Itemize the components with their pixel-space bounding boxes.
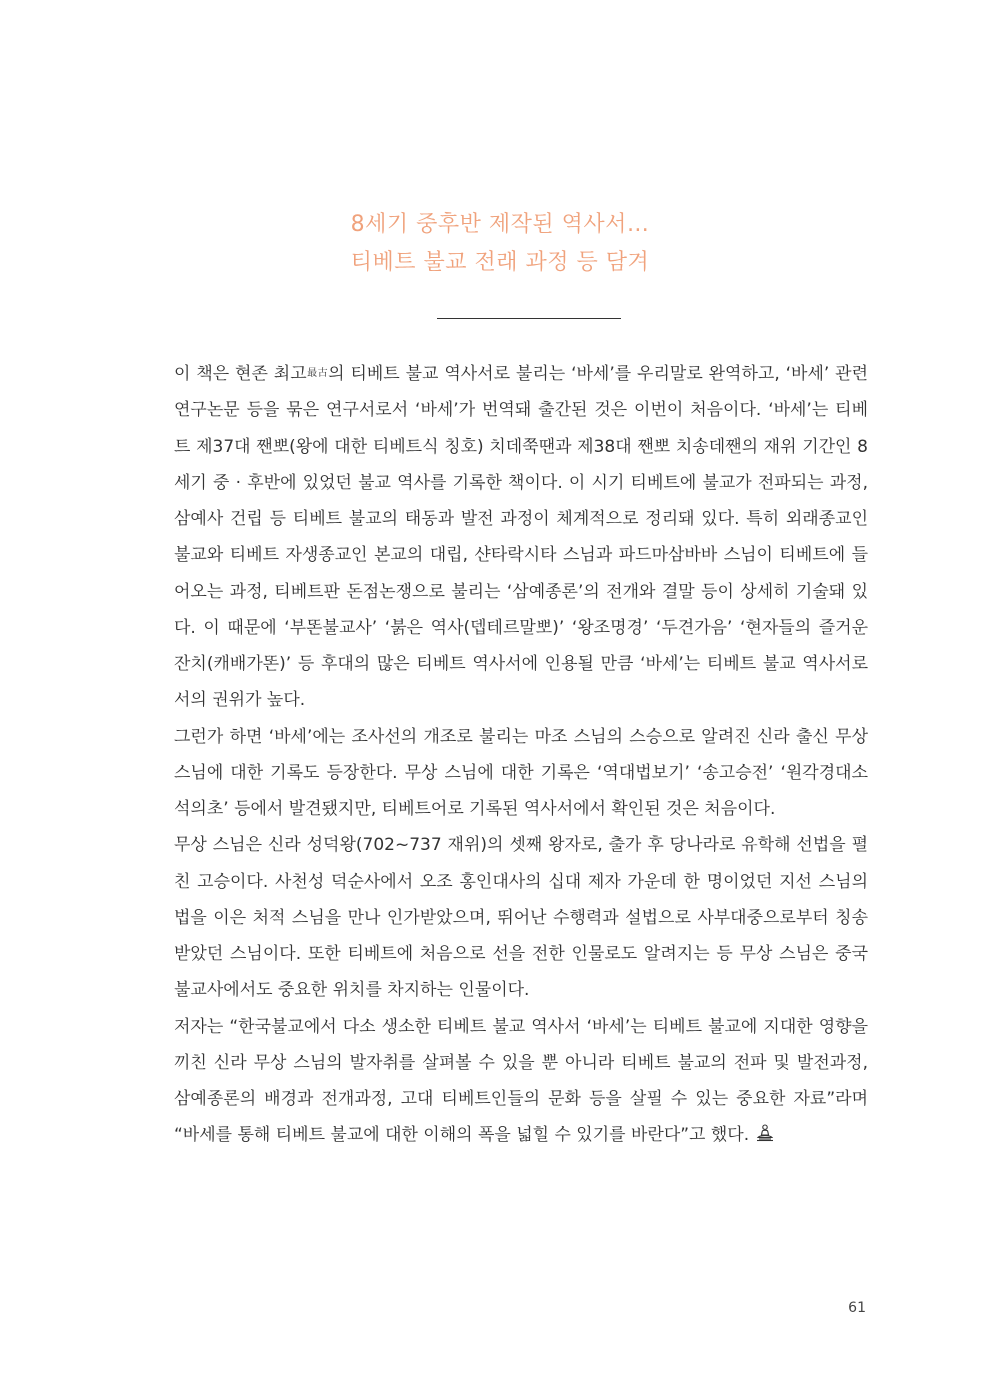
paragraph-2: 그런가 하면 ‘바세’에는 조사선의 개조로 불리는 마조 스님의 스승으로 알려진 신라 출신 무상 스님에 대한 기록도 등장한다. 무상 스님에 대한 기록은 ‘역대법보기’ ‘송고승전’ ‘원각경대소석의초’ 등에서 발견됐지만, 티베트어로 기록된 역사서에서 확인된 것은 처음이다. xyxy=(174,726,868,819)
subtitle-divider xyxy=(437,318,621,319)
paragraph-1-start: 이 책은 현존 최고 xyxy=(174,364,307,384)
article-body xyxy=(174,356,868,1154)
page-number: 61 xyxy=(848,1300,866,1316)
paragraph-4-text: 저자는 “한국불교에서 다소 생소한 티베트 불교 역사서 ‘바세’는 티베트 불교에 지대한 영향을 끼친 신라 무상 스님의 발자취를 살펴볼 수 있을 뿐 아니라 티베트 불교의 전파 및 발전과정, 삼예종론의 배경과 전개과정, 고대 티베트인들의 문화 등을 살필 수 있는 중요한 자료”라며 “바세를 통해 티베트 불교에 대한 이해의 폭을 넓힐 수 있기를 바란다”고 했다. xyxy=(174,1016,868,1146)
paragraph-1-rest: 의 티베트 불교 역사서로 불리는 ‘바세’를 우리말로 완역하고, ‘바세’ 관련 연구논문 등을 묶은 연구서로서 ‘바세’가 번역돼 출간된 것은 이번이 처음이다. ‘바세’는 티베트 제37대 짼뽀(왕에 대한 티베트식 칭호) 치데쭉땐과 제38대 짼뽀 치송데짼의 재위 기간인 8세기 중 · 후반에 있었던 불교 역사를 기록한 책이다. 이 시기 티베트에 불교가 전파되는 과정, 삼예사 건립 등 티베트 불교의 태동과 발전 과정이 체계적으로 정리돼 있다. 특히 외래종교인 불교와 티베트 자생종교인 본교의 대립, 샨타락시타 스님과 파드마삼바바 스님이 티베트에 들어오는 과정, 티베트판 돈점논쟁으로 불리는 ‘삼예종론’의 전개와 결말 등이 상세히 기술돼 있다. 이 때문에 ‘부똔불교사’ ‘붉은 역사(뎁테르말뽀)’ ‘왕조명경’ ‘두견가음’ ‘현자들의 즐거운 잔치(캐배가똔)’ 등 후대의 많은 티베트 역사서에 인용될 만큼 ‘바세’는 티베트 불교 역사서로서의 권위가 높다. xyxy=(174,364,869,711)
paragraph-1 xyxy=(174,356,868,719)
hanja-annotation: 最古 xyxy=(306,368,329,379)
seated-buddha-icon xyxy=(755,1119,775,1137)
subtitle-line-1: 8세기 중후반 제작된 역사서… xyxy=(350,212,650,237)
subtitle-line-2: 티베트 불교 전래 과정 등 담겨 xyxy=(350,250,650,275)
paragraph-4 xyxy=(174,1009,868,1154)
paragraph-3: 무상 스님은 신라 성덕왕(702~737 재위)의 셋째 왕자로, 출가 후 당나라로 유학해 선법을 펼친 고승이다. 사천성 덕순사에서 오조 홍인대사의 십대 제자 가운데 한 명이었던 지선 스님의 법을 이은 처적 스님을 만나 인가받았으며, 뛰어난 수행력과 설법으로 사부대중으로부터 칭송받았던 스님이다. 또한 티베트에 처음으로 선을 전한 인물로도 알려지는 등 무상 스님은 중국불교사에서도 중요한 위치를 차지하는 인물이다. xyxy=(174,835,868,1001)
subtitle xyxy=(0,206,1000,282)
